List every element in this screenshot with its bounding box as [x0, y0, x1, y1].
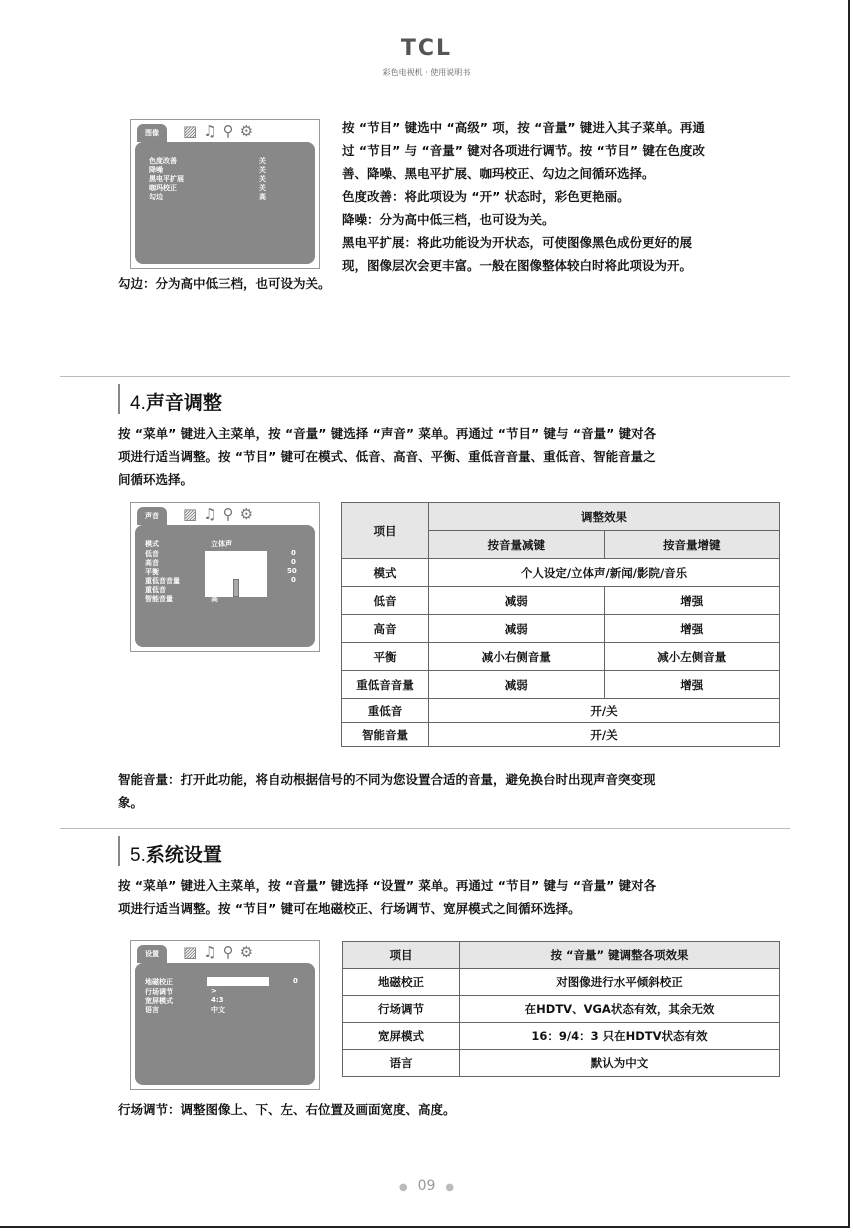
- table-row: 重低音音量 减弱 增强: [342, 671, 780, 699]
- section-marker: [118, 836, 120, 866]
- table-header: 项目: [342, 503, 429, 559]
- music-icon: ♫: [203, 122, 217, 140]
- table-header: 调整效果: [429, 503, 780, 531]
- table-row: 语言 默认为中文: [343, 1050, 780, 1077]
- table-row: 模式 个人设定/立体声/新闻/影院/音乐: [342, 559, 780, 587]
- menu-icon-bar: [183, 121, 253, 141]
- section-divider: [60, 828, 790, 829]
- system-adjust-table: [342, 941, 780, 1077]
- menu-row: 勾边 高: [149, 193, 266, 201]
- sound-intro: 按 “菜单” 键进入主菜单，按 “音量” 键选择 “声音” 菜单。再通过 “节目” 键与 “音量” 键对各 项进行适当调整。按 “节目” 键可在模式、低音、高音、平衡、重低音音量、重低音、智能音量之 间循环选择。: [118, 426, 657, 487]
- menu-row: 行场调节 >: [145, 987, 217, 996]
- menu-body: [135, 963, 315, 1085]
- gear-icon: ⚙: [239, 505, 254, 523]
- table-row: 平衡 减小右侧音量 减小左侧音量: [342, 643, 780, 671]
- header-subtitle: 彩色电视机 · 使用说明书: [382, 68, 471, 77]
- search-icon: ⚲: [222, 505, 234, 523]
- menu-row: 重低音音量 0: [145, 576, 296, 585]
- setup-menu-screenshot: [130, 940, 320, 1090]
- menu-row: 智能音量 高: [145, 595, 218, 603]
- brand-logo: TCL: [400, 36, 453, 61]
- menu-row: 低音 0: [145, 549, 296, 558]
- table-row: 宽屏模式 16：9/4：3 只在HDTV状态有效: [343, 1023, 780, 1050]
- menu-row: 咖玛校正 关: [149, 184, 266, 192]
- system-intro: 按 “菜单” 键进入主菜单，按 “音量” 键选择 “设置” 菜单。再通过 “节目” 键与 “音量” 键对各 项进行适当调整。按 “节目” 键可在地磁校正、行场调节、宽屏模式之间循环选择。: [118, 878, 657, 916]
- top-description: 按 “节目” 键选中 “高级” 项，按 “音量” 键进入其子菜单。再通 过 “节目” 与 “音量” 键对各项进行调节。按 “节目” 键在色度改 善、降噪、黑电平扩展、咖玛校正、勾边之间循环选择。 色度改善：将此项设为 “开” 状态时，彩色更艳丽。 降噪：分为高中低三档，也可设为关。 黑电平扩展：将此功能设为开状态，可使图像黑色成份更好的展 现，图像层次会更丰富。一般在图像整体较白时将此项设为开。: [342, 120, 705, 273]
- picture-icon: ▨: [183, 122, 198, 140]
- menu-tab: 设置: [137, 945, 167, 963]
- table-row: 低音 减弱 增强: [342, 587, 780, 615]
- search-icon: ⚲: [222, 122, 234, 140]
- gear-icon: ⚙: [239, 122, 254, 140]
- gear-icon: ⚙: [239, 943, 254, 961]
- section-title-system: 5.系统设置: [130, 844, 222, 866]
- smart-volume-note: 智能音量：打开此功能，将自动根据信号的不同为您设置合适的音量，避免换台时出现声音突变现 象。: [118, 772, 656, 810]
- picture-icon: ▨: [183, 505, 198, 523]
- edge-note: 勾边：分为高中低三档，也可设为关。: [118, 276, 331, 291]
- menu-row: 宽屏模式 4:3: [145, 996, 224, 1005]
- section-marker: [118, 384, 120, 414]
- picture-icon: ▨: [183, 943, 198, 961]
- menu-row: 降噪 关: [149, 166, 266, 174]
- menu-row: 平衡 50: [145, 567, 297, 576]
- menu-row: 语言 中文: [145, 1006, 225, 1014]
- menu-icon-bar: [183, 942, 253, 962]
- table-row: 高音 减弱 增强: [342, 615, 780, 643]
- table-header: 按音量增键: [604, 531, 780, 559]
- table-header: 按音量减键: [429, 531, 605, 559]
- section-title-sound: 4.声音调整: [130, 392, 222, 414]
- music-icon: ♫: [203, 505, 217, 523]
- table-row: 重低音 开/关: [342, 699, 780, 723]
- menu-icon-bar: [183, 504, 253, 524]
- sound-menu-screenshot: [130, 502, 320, 652]
- table-header: 按 “音量” 键调整各项效果: [460, 942, 780, 969]
- menu-row: 地磁校正 0: [145, 977, 298, 986]
- menu-row: 色度改善 关: [149, 157, 266, 165]
- sound-adjust-table: [341, 502, 780, 747]
- music-icon: ♫: [203, 943, 217, 961]
- line-field-note: 行场调节：调整图像上、下、左、右位置及画面宽度、高度。: [118, 1102, 456, 1117]
- table-row: 地磁校正 对图像进行水平倾斜校正: [343, 969, 780, 996]
- menu-tab: 图像: [137, 124, 167, 142]
- table-row: 行场调节 在HDTV、VGA状态有效，其余无效: [343, 996, 780, 1023]
- search-icon: ⚲: [222, 943, 234, 961]
- page-number: ● 09 ●: [398, 1178, 455, 1194]
- menu-row: 重低音 关: [145, 586, 218, 594]
- menu-tab: 声音: [137, 507, 167, 525]
- table-row: 智能音量 开/关: [342, 723, 780, 747]
- table-header: 项目: [343, 942, 460, 969]
- menu-row: 黑电平扩展 关: [149, 175, 266, 183]
- menu-body: [135, 142, 315, 264]
- picture-menu-screenshot: [130, 119, 320, 269]
- section-divider: [60, 376, 790, 377]
- menu-row: 高音 0: [145, 558, 296, 567]
- menu-row: 模式 立体声: [145, 540, 232, 548]
- menu-body: [135, 525, 315, 647]
